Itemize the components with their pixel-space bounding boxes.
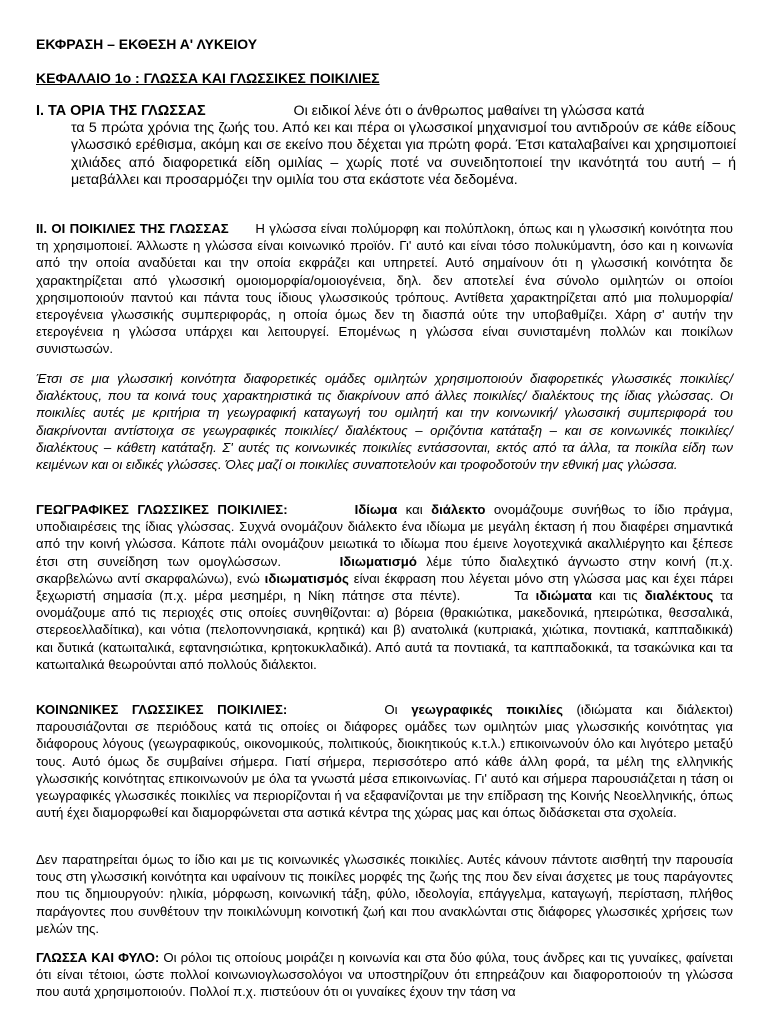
social-paragraph-2: Δεν παρατηρείται όμως το ίδιο και με τις κοινωνικές γλωσσικές ποικιλίες. Αυτές κάνουν πάντοτε αισθητή την παρουσία τους στη γλωσσική κοινότητα και υφαίνουν τις ποικίλες μορφές της ζωής της που δεν είναι άσχετες με τους παράγοντες που τις δημιουργούν: ηλικία, μόρφωση, κοινωνική τάξη, φύλο, ιδεολογία, επάγγελμα, καταγωγή, περίσταση, πλήθος παράγοντες που συνθέτουν την ποικιλώνυμη κοινοτική ζωή και που ανακλώνται στις διάφορες γλωσσικές χρήσεις των μελών της. (36, 852, 733, 936)
geo-text-1: και (405, 502, 423, 517)
social-text-1: Οι (384, 702, 398, 717)
chapter-heading: ΚΕΦΑΛΑΙΟ 1ο : ΓΛΩΣΣΑ ΚΑΙ ΓΛΩΣΣΙΚΕΣ ΠΟΙΚΙΛΙΕΣ (36, 70, 380, 86)
section-varieties (36, 220, 733, 358)
italic-paragraph: Έτσι σε μια γλωσσική κοινότητα διαφορετικές ομάδες ομιλητών χρησιμοποιούν διαφορετικές γλωσσικές ποικιλίες/ διαλέκτους, που τα κοινά τους χαρακτηριστικά τις διακρίνουν από άλλες ποικιλίες/ διαλέκτους της ίδιας γλώσσας. Οι ποικιλίες αυτές με κριτήρια τη γεωγραφική καταγωγή του ομιλητή και την κοινωνική/ γλωσσική συμπεριφορά του διακρίνονται αντίστοιχα σε γεωγραφικές ποικιλίες/ διαλέκτους – οριζόντια κατάταξη – και σε κοινωνικές ποικιλίες/ διαλέκτους – κάθετη κατάταξη. Σ' αυτές τις κοινωνικές ποικιλίες εντάσσονται, εκτός από τα άλλα, τα ποικίλα είδη των κειμένων και οι ειδικές γλώσσες. Όλες μαζί οι ποικιλίες συναποτελούν και τροφοδοτούν την εθνική μας γλώσσα. (36, 371, 733, 473)
social-heading: ΚΟΙΝΩΝΙΚΕΣ ΓΛΩΣΣΙΚΕΣ ΠΟΙΚΙΛΙΕΣ: (36, 702, 288, 717)
geo-text-7: τα ονομάζουμε από τις περιοχές στις οποίες συνηθίζονται: α) βόρεια (θρακιώτικα, μακεδονικά, ηπειρώτικα, θεσσαλικά, στερεοελλαδίτικα), και νότια (πελοποννησιακά, κρητικά) και β) ανατολικά (κυπριακά, χιώτικα, ποντιακά, καππαδικικά) και δυτικά (κατωιταλικά, εφτανησιώτικα, κρητοκυκλαδικά). Από αυτά τα ποντιακά, τα καππαδοκικά, τα τσακώνικα και τα κατωιταλικά θεωρούνται από πολλούς διάλεκτοι. (36, 588, 733, 672)
geo-text-5: Τα (514, 588, 529, 604)
geo-text-6: και τις (598, 588, 638, 604)
term-idioma: Ιδίωμα (354, 502, 398, 517)
section-gender (36, 949, 733, 1001)
section-limits-lead: Οι ειδικοί λένε ότι ο άνθρωπος μαθαίνει τη γλώσσα κατά (293, 103, 645, 119)
gender-text: Οι ρόλοι τις οποίους μοιράζει η κοινωνία και στα δύο φύλα, τους άνδρες και τις γυναίκες, φαίνεται ότι είναι τέτοιοι, ώστε πολλοί κοινωνιογλωσσολόγοι να υποστηρίζουν ότι επηρεάζουν και διαφοροποιούν τη γλώσσα που αυτά χρησιμοποιούν. Πολλοί π.χ. πιστεύουν ότι οι γυναίκες έχουν την τάση να (36, 950, 733, 1000)
document-title: ΕΚΦΡΑΣΗ – ΕΚΘΕΣΗ Α' ΛΥΚΕΙΟΥ (36, 36, 258, 52)
social-text-2: (ιδιώματα και διάλεκτοι) παρουσιάζονται σε περιόδους κατά τις οποίες οι διάφορες ομάδες των ομιλητών μιας γλωσσικής κοινότητας για διάφορους λόγους (γεωγραφικούς, οικονομικούς, πολιτικούς, διοικητικούς κ.τ.λ.) επικοινωνούν όλο και λιγότερο μεταξύ τους. Αυτό όμως δε συμβαίνει σήμερα. Γιατί σήμερα, περισσότερο από κάθε άλλη φορά, τα μέλη της ελληνικής γλωσσικής κοινότητας επικοινωνούν με όλα τα γνωστά μέσα επικοινωνίας. Γι' αυτό και σήμερα παρουσιάζεται η τάση οι γεωγραφικές γλωσσικές ποικιλίες να περιορίζονται ή να εξαφανίζονται με την επίδραση της Κοινής Νεοελληνικής, όπως αυτή έχει διαμορφωθεί και διαμορφώνεται στα αστικά κέντρα της χώρας μας και όπως διδάσκεται στα σχολεία. (36, 702, 734, 821)
section-limits (36, 103, 736, 189)
term-idiomatismos: ιδιωματισμός (264, 570, 349, 586)
section-social (36, 701, 733, 821)
term-idiomatismo: Ιδιωματισμό (339, 553, 417, 569)
geo-text-2: ονομάζουμε συνήθως το ίδιο πράγμα, υποδιαιρέσεις της ίδιας γλώσσας. Συχνά ονομάζουν διάλεκτο ένα ιδίωμα με μεγάλη έκταση ή που διαφέρει σημαντικά από την κοινή γλώσσα. Κάποτε πάλι ονομάζουν μειωτικά το ιδίωμα που έμεινε λογοτεχνικά ακαλλιέργητο και ξέπεσε έτσι στη συνείδηση των ομογλώσσων. (36, 502, 734, 569)
section-geographic (36, 501, 733, 673)
section-limits-heading: Ι. ΤΑ ΟΡΙΑ ΤΗΣ ΓΛΩΣΣΑΣ (36, 103, 206, 119)
term-dialekto: διάλεκτο (431, 502, 486, 517)
geo-text-4: είναι έκφραση που λέγεται μόνο στη γλώσσα μας και έχει πάρει ξεχωριστή σημασία (π.χ. μέρα μεσημέρι, η Νίκη πάτησε στα πέντε). (36, 570, 733, 604)
section-limits-text: τα 5 πρώτα χρόνια της ζωής του. Από κει και πέρα οι γλωσσικοί μηχανισμοί του αντιδρούν σε κάθε είδους γλωσσικό ερέθισμα, ακόμη και σε εκείνο που δέχεται για πρώτη φορά. Έτσι καταλαβαίνει και χρησιμοποιεί χιλιάδες από διαφορετικά είδη ομιλίας – χωρίς ποτέ να συνειδητοποιεί την ικανότητά του αυτή – ή μεταβάλλει και προσαρμόζει την ομιλία του στα εκάστοτε νέα δεδομένα. (71, 120, 736, 188)
gender-heading: ΓΛΩΣΣΑ ΚΑΙ ΦΥΛΟ: (36, 950, 160, 965)
geographic-heading: ΓΕΩΓΡΑΦΙΚΕΣ ΓΛΩΣΣΙΚΕΣ ΠΟΙΚΙΛΙΕΣ: (36, 502, 288, 517)
term-geographic-varieties: γεωγραφικές ποικιλίες (411, 702, 563, 717)
geo-text-3: λέμε τύπο διαλεχτικό άγνωστο στην κοινή (π.χ. σκαρβελώνω αντί σκαρφαλώνω), ενώ (36, 553, 734, 586)
section-varieties-text: Η γλώσσα είναι πολύμορφη και πολύπλοκη, όπως και η γλωσσική κοινότητα που τη χρησιμοποιεί. Άλλωστε η γλώσσα είναι κοινωνικό προϊόν. Γι' αυτό και είναι τόσο πολυκύμαντη, όσο και η κοινωνία από την οποία αναδύεται και την οποία εκφράζει και υπηρετεί. Αυτό σημαίνουν ότι η γλωσσική κοινότητα δε χαρακτηρίζεται από γλωσσική ομοιομορφία/ομοιογένεια, δηλ. δεν αποτελεί ένα σύνολο ομιλητών οι οποίοι χρησιμοποιούν παντού και πάντα τους ίδιους γλωσσικούς τρόπους. Αντίθετα χαρακτηρίζεται από μια πολυμορφία/ετερογένεια γλωσσικής συμπεριφοράς, η οποία όμως δεν τη διασπά ούτε την υποβαθμίζει. Χάρη σ' αυτήν την ετερογένεια η γλώσσα υπάρχει και λειτουργεί. Επομένως η γλώσσα είναι συνισταμένη πολλών και ποικίλων συνιστωσών. (36, 221, 733, 357)
term-idiomata: ιδιώματα (535, 588, 592, 604)
term-dialektous: διαλέκτους (644, 588, 714, 604)
section-varieties-heading: ΙΙ. ΟΙ ΠΟΙΚΙΛΙΕΣ ΤΗΣ ΓΛΩΣΣΑΣ (36, 221, 229, 236)
